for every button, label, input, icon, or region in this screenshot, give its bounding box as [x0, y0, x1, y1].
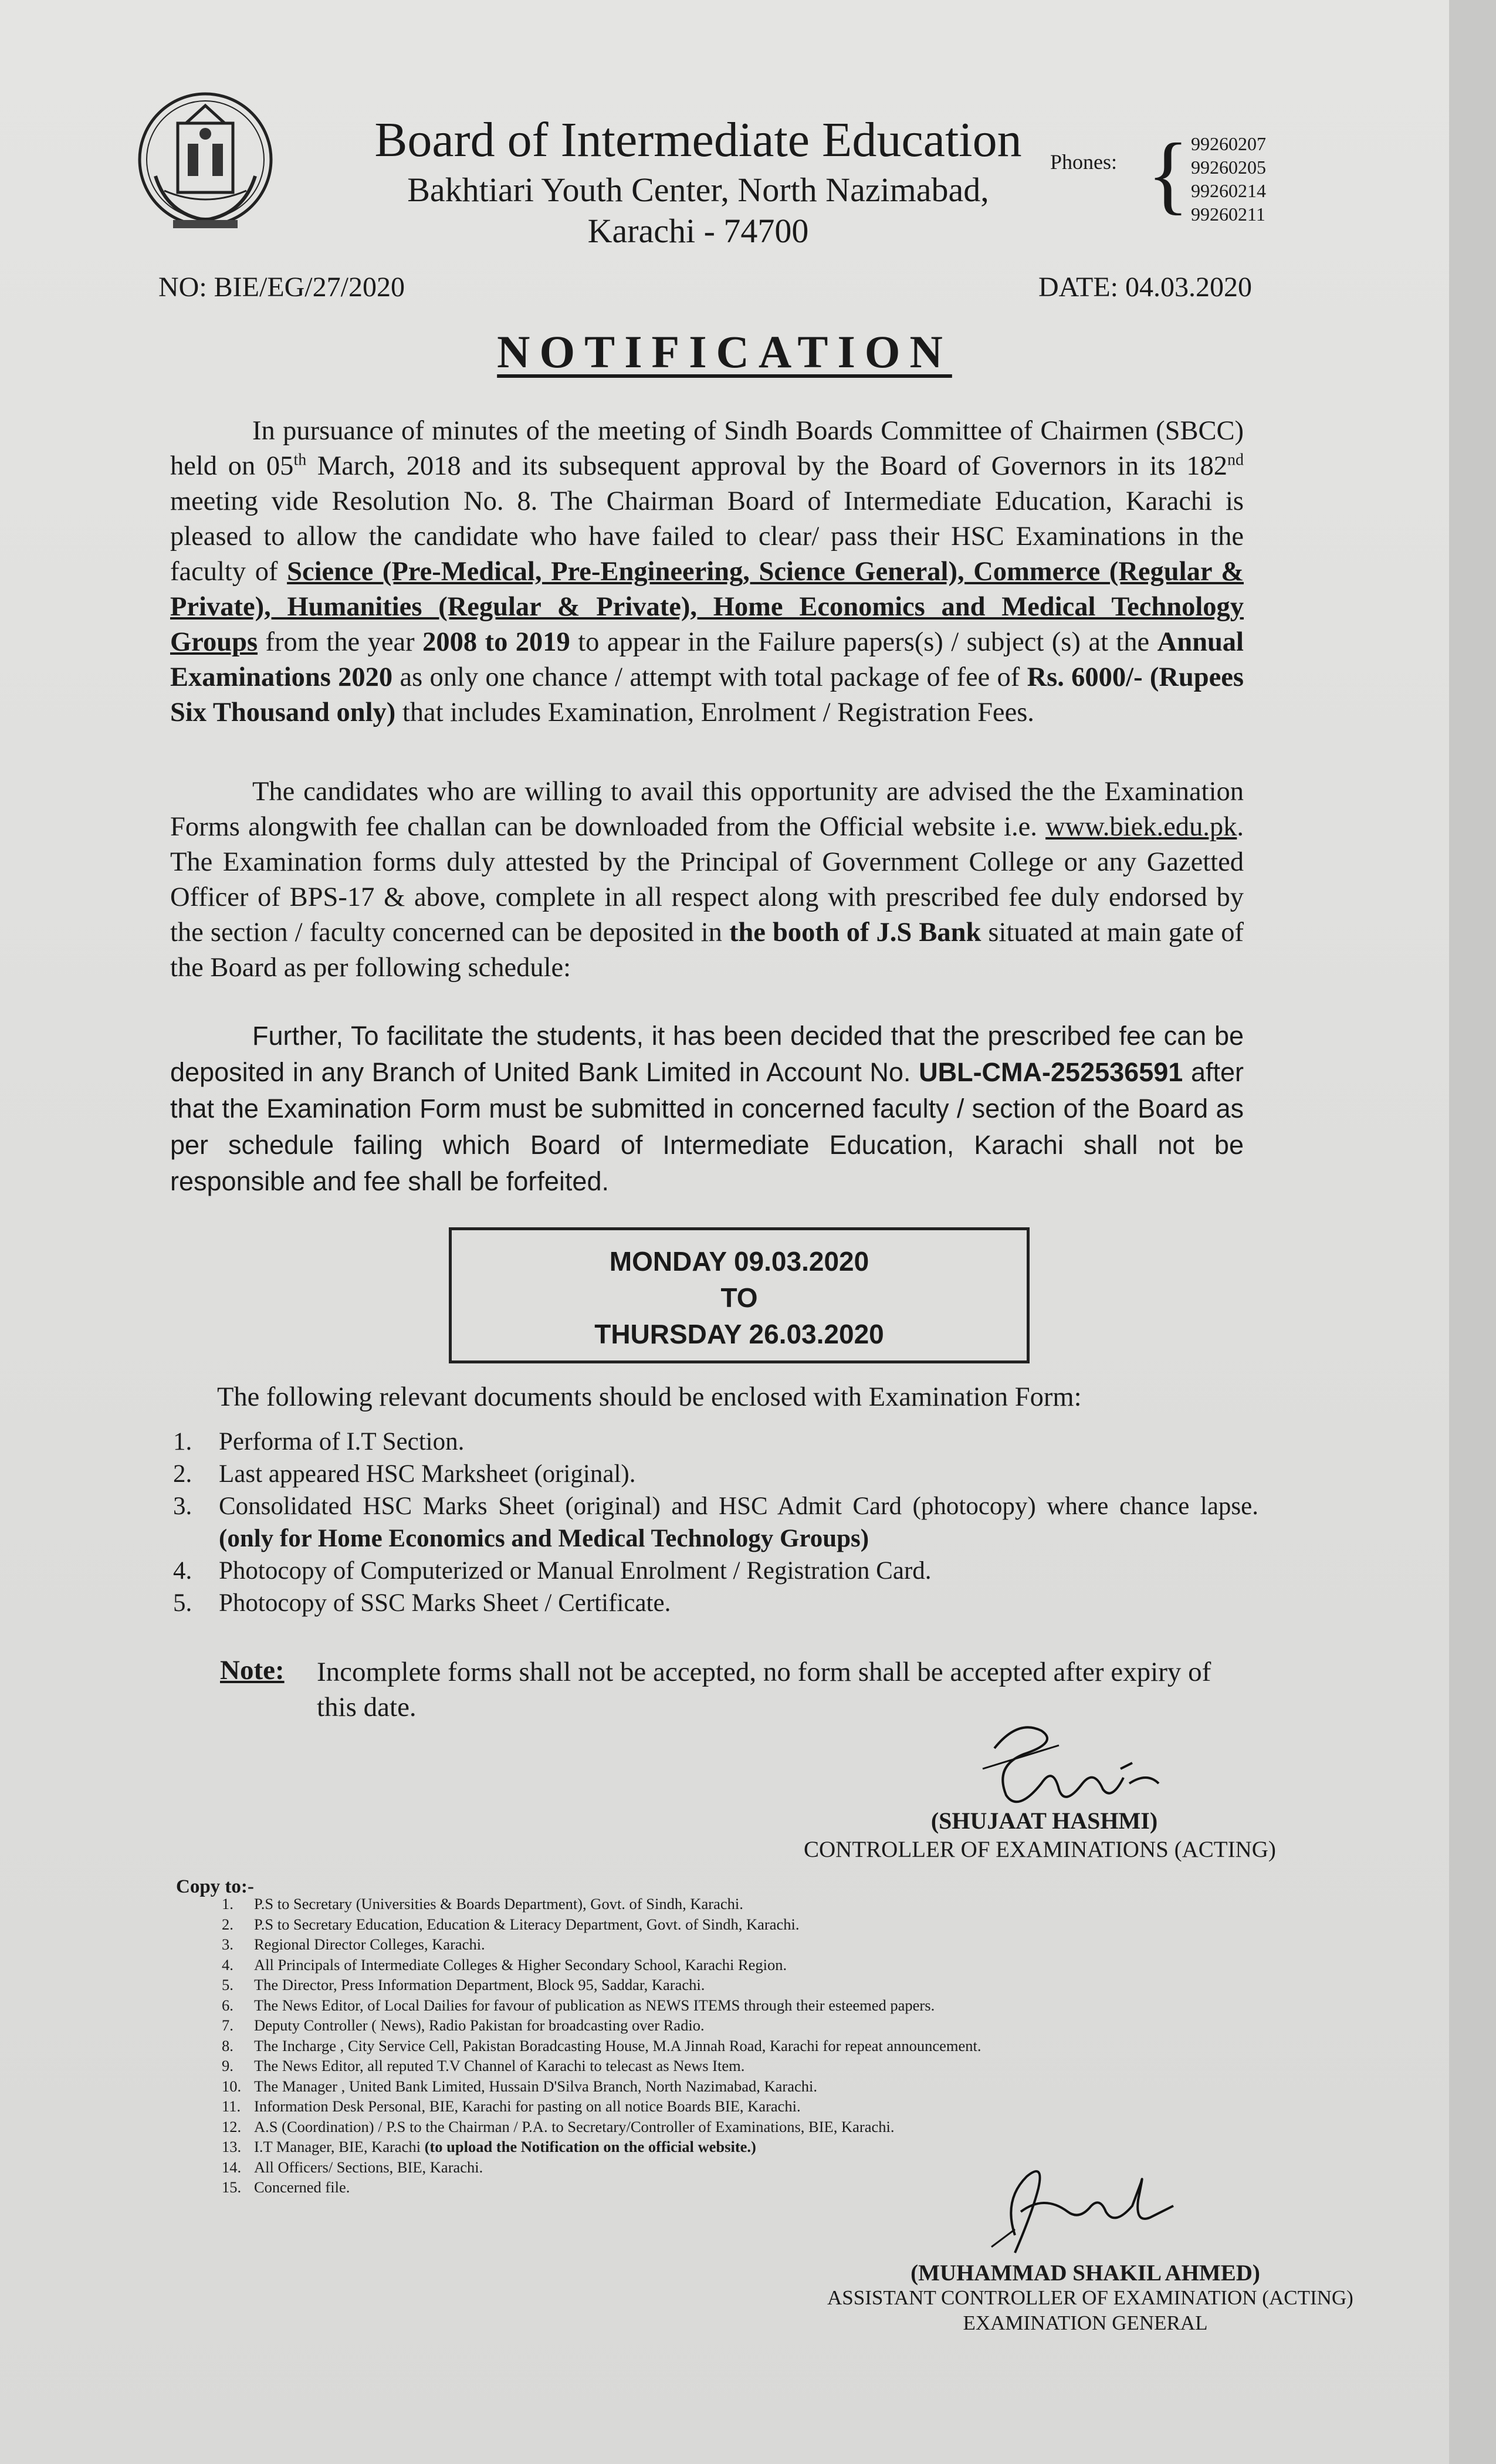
superscript: nd	[1227, 451, 1244, 469]
list-item	[173, 1426, 1258, 1458]
text: . The Examination forms duly attested by the Principal of Government College or any Gazetted Officer of BPS-17 & above, complete in all respect along with prescribed fee duly endorsed by the section / faculty concerned can be deposited in	[170, 812, 1244, 947]
item-number: 1.	[222, 1895, 233, 1913]
list-item	[222, 2137, 981, 2157]
address-line-1: Bakhtiari Youth Center, North Nazimabad,	[407, 171, 989, 209]
schedule-to: THURSDAY 26.03.2020	[594, 1319, 884, 1349]
list-item	[173, 1587, 1258, 1619]
item-text: The News Editor, of Local Dailies for favour of publication as NEWS ITEMS through their esteemed papers.	[254, 1996, 935, 2014]
item-text: Performa of I.T Section.	[219, 1428, 465, 1456]
text: from the year	[258, 627, 423, 657]
text: after that the Examination Form must be submitted in concerned faculty / section of the Board as per schedule failing which Board of Intermediate Education, Karachi shall not be responsible and fee shall be forfeited.	[170, 1057, 1244, 1196]
list-item	[222, 2056, 981, 2076]
item-number: 11.	[222, 2097, 241, 2115]
signatory-1-name: (SHUJAAT HASHMI)	[930, 1808, 1158, 1834]
item-number: 2.	[173, 1460, 192, 1488]
item-number: 2.	[222, 1915, 233, 1933]
item-text: Deputy Controller ( News), Radio Pakistan for broadcasting over Radio.	[254, 2016, 705, 2034]
item-number: 15.	[222, 2178, 242, 2196]
exam-name: Annual Examinations 2020	[170, 627, 1244, 692]
item-text: The News Editor, all reputed T.V Channel of Karachi to telecast as News Item.	[254, 2057, 745, 2074]
schedule-to-word: TO	[720, 1282, 758, 1313]
list-item	[222, 1914, 981, 1935]
signatory-2-designation: ASSISTANT CONTROLLER OF EXAMINATION (ACTING)	[827, 2286, 1353, 2309]
phone-number: 99260205	[1191, 157, 1266, 178]
list-item	[222, 2177, 981, 2198]
item-text: All Officers/ Sections, BIE, Karachi.	[254, 2158, 483, 2176]
phones-list	[1191, 132, 1266, 226]
phones-label: Phones:	[1050, 150, 1118, 174]
item-text: A.S (Coordination) / P.S to the Chairman / P.A. to Secretary/Controller of Examinations, BIE, Karachi.	[254, 2117, 895, 2135]
item-number: 3.	[222, 1935, 233, 1953]
brace-icon: {	[1147, 126, 1189, 223]
phone-number: 99260207	[1191, 133, 1266, 154]
item-number: 4.	[173, 1557, 192, 1585]
text: In pursuance of minutes of the meeting of Sindh Boards Committee of Chairmen (SBCC) held on 05	[170, 416, 1244, 481]
list-item	[222, 2117, 981, 2137]
item-text: The Director, Press Information Department, Block 95, Saddar, Karachi.	[254, 1976, 705, 1993]
item-number: 5.	[173, 1589, 192, 1617]
bank-booth: the booth of J.S Bank	[729, 918, 981, 947]
item-number: 7.	[222, 2016, 233, 2034]
signatory-2-department: EXAMINATION GENERAL	[963, 2311, 1208, 2334]
item-number: 3.	[173, 1492, 192, 1520]
list-item	[222, 2157, 981, 2178]
item-text: P.S to Secretary (Universities & Boards Department), Govt. of Sindh, Karachi.	[254, 1895, 743, 1913]
item-number: 12.	[222, 2117, 242, 2135]
item-number: 5.	[222, 1976, 233, 1993]
board-logo	[132, 88, 279, 238]
list-item	[222, 1995, 981, 2016]
list-item	[173, 1490, 1258, 1555]
website-link[interactable]: www.biek.edu.pk	[1045, 812, 1237, 842]
reference-date: DATE: 04.03.2020	[1038, 272, 1252, 303]
item-text-bold: (to upload the Notification on the official website.)	[424, 2138, 756, 2155]
item-number: 4.	[222, 1955, 233, 1974]
fee-amount: Rs. 6000/- (Rupees Six Thousand only)	[170, 662, 1244, 727]
list-item	[222, 1975, 981, 1995]
phone-number: 99260214	[1191, 180, 1266, 201]
list-item	[222, 1955, 981, 1975]
item-text: All Principals of Intermediate Colleges & Higher Secondary School, Karachi Region.	[254, 1955, 787, 1974]
list-item	[222, 1894, 981, 1914]
signature-2	[980, 2147, 1203, 2265]
signatory-1-designation: CONTROLLER OF EXAMINATIONS (ACTING)	[804, 1837, 1276, 1862]
title-text: NOTIFICATION	[497, 326, 952, 377]
list-item	[222, 2096, 981, 2117]
copy-to-label: Copy to:-	[176, 1876, 254, 1897]
item-text: Information Desk Personal, BIE, Karachi for pasting on all notice Boards BIE, Karachi.	[254, 2097, 801, 2115]
text: Further, To facilitate the students, it has been decided that the prescribed fee can be deposited in any Branch of United Bank Limited in Account No.	[170, 1021, 1244, 1087]
text: as only one chance / attempt with total package of fee of	[392, 662, 1027, 692]
signatory-2-name: (MUHAMMAD SHAKIL AHMED)	[911, 2260, 1260, 2286]
signature-1	[971, 1713, 1182, 1819]
superscript: th	[293, 451, 307, 469]
item-text: I.T Manager, BIE, Karachi	[254, 2138, 425, 2155]
item-text: Photocopy of SSC Marks Sheet / Certificate.	[219, 1589, 671, 1617]
item-text: Photocopy of Computerized or Manual Enrolment / Registration Card.	[219, 1557, 932, 1585]
text: March, 2018 and its subsequent approval by the Board of Governors in its 182	[306, 451, 1228, 481]
copy-to-list	[222, 1894, 981, 2198]
reference-number: NO: BIE/EG/27/2020	[158, 272, 405, 303]
text: situated at main gate of the Board as per following schedule:	[170, 918, 1244, 983]
item-text: Concerned file.	[254, 2178, 350, 2196]
item-text: The Manager , United Bank Limited, Hussain D'Silva Branch, North Nazimabad, Karachi.	[254, 2077, 817, 2095]
notification-title	[0, 326, 1449, 378]
item-text: Consolidated HSC Marks Sheet (original) and HSC Admit Card (photocopy) where chance lapse.	[219, 1492, 1258, 1520]
text: that includes Examination, Enrolment / Registration Fees.	[395, 698, 1034, 727]
item-text: Regional Director Colleges, Karachi.	[254, 1935, 485, 1953]
list-item	[222, 2076, 981, 2097]
item-number: 13.	[222, 2138, 242, 2155]
item-number: 6.	[222, 1996, 233, 2014]
paragraph-3	[170, 1018, 1244, 1200]
item-text: P.S to Secretary Education, Education & Literacy Department, Govt. of Sindh, Karachi.	[254, 1915, 800, 1933]
paragraph-1	[170, 414, 1244, 730]
address-line-2: Karachi - 74700	[587, 212, 809, 250]
schedule-box	[449, 1227, 1030, 1363]
list-item	[222, 1934, 981, 1955]
documents-list	[173, 1426, 1258, 1619]
account-number: UBL-CMA-252536591	[919, 1057, 1183, 1087]
item-number: 8.	[222, 2036, 233, 2055]
schedule-from: MONDAY 09.03.2020	[609, 1246, 869, 1277]
scan-edge	[1449, 0, 1496, 2464]
item-text-bold: (only for Home Economics and Medical Technology Groups)	[219, 1525, 869, 1552]
list-item	[222, 2015, 981, 2036]
documents-intro: The following relevant documents should be enclosed with Examination Form:	[217, 1382, 1082, 1412]
faculty-groups: Science (Pre-Medical, Pre-Engineering, Science General), Commerce (Regular & Private), Humanities (Regular & Private), Home Economics and Medical Technology Groups	[170, 557, 1244, 657]
board-name: Board of Intermediate Education	[374, 113, 1022, 167]
paragraph-2	[170, 774, 1244, 986]
item-number: 10.	[222, 2077, 242, 2095]
phone-number: 99260211	[1191, 204, 1265, 225]
text: to appear in the Failure papers(s) / subject (s) at the	[570, 627, 1157, 657]
item-number: 9.	[222, 2057, 233, 2074]
item-text: Last appeared HSC Marksheet (original).	[219, 1460, 636, 1488]
text: The candidates who are willing to avail this opportunity are advised the the Examination Forms alongwith fee challan can be downloaded from the Official website i.e.	[170, 777, 1244, 842]
text: meeting vide Resolution No. 8. The Chairman Board of Intermediate Education, Karachi is pleased to allow the candidate who have failed to clear/ pass their HSC Examinations in the faculty of	[170, 486, 1244, 587]
list-item	[173, 1555, 1258, 1587]
note-label: Note:	[220, 1655, 285, 1685]
years-range: 2008 to 2019	[422, 627, 570, 657]
list-item	[222, 2036, 981, 2056]
item-number: 14.	[222, 2158, 242, 2176]
item-text: The Incharge , City Service Cell, Pakistan Boradcasting House, M.A Jinnah Road, Karachi for repeat announcement.	[254, 2036, 981, 2055]
note-text: Incomplete forms shall not be accepted, no form shall be accepted after expiry of this date.	[317, 1657, 1211, 1722]
list-item	[173, 1458, 1258, 1490]
item-number: 1.	[173, 1428, 192, 1456]
